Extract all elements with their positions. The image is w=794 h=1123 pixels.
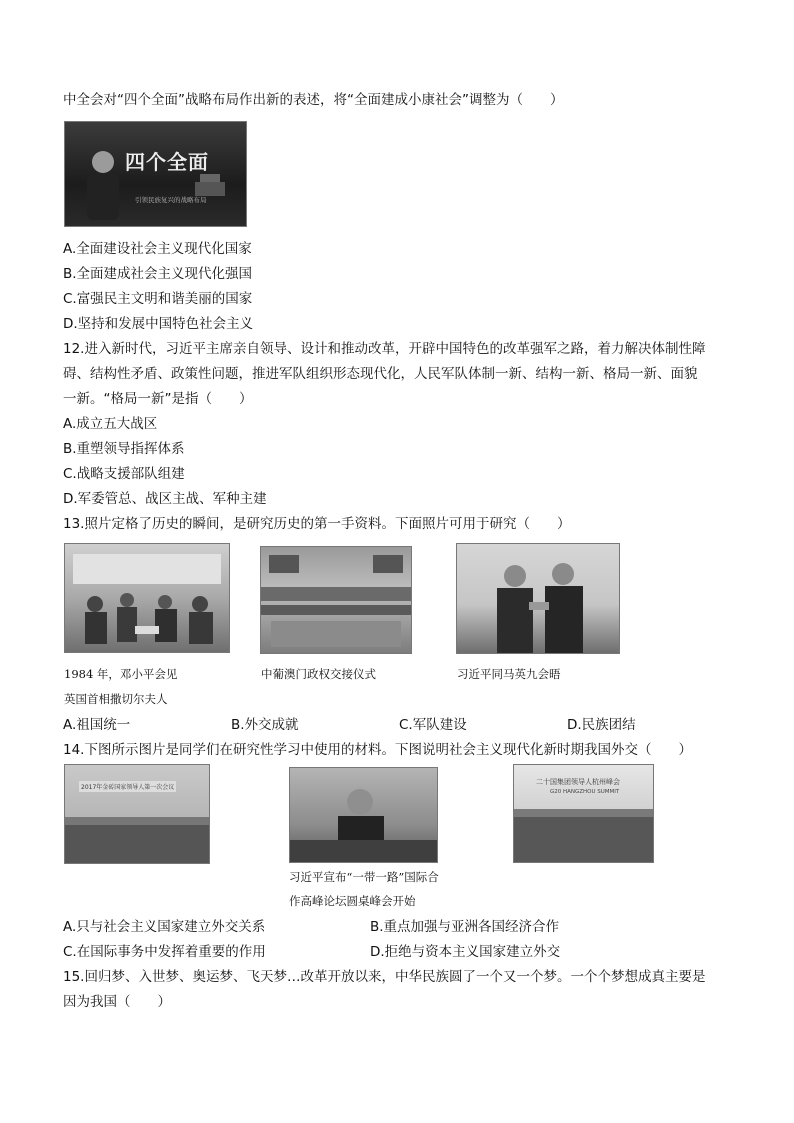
- q13-option-d: D.民族团结: [567, 717, 636, 733]
- option-d: D.坚持和发展中国特色社会主义: [63, 316, 254, 332]
- belt-road-caption-line-2: 作高峰论坛圆桌峰会开始: [289, 894, 416, 908]
- option-c: C.富强民主文明和谐美丽的国家: [63, 291, 253, 307]
- photo1-caption-line-1: 1984 年，邓小平会见: [64, 667, 178, 681]
- macau-handover-photo: [260, 546, 412, 654]
- q14-option-c: C.在国际事务中发挥着重要的作用: [63, 944, 266, 960]
- brics-banner-text: 2017年金砖国家领导人第一次会议: [79, 781, 176, 792]
- photo1-caption-line-2: 英国首相撒切尔夫人: [64, 692, 168, 706]
- q13-option-c: C.军队建设: [399, 717, 467, 733]
- q12-stem-line-1: 12.进入新时代，习近平主席亲自领导、设计和推动改革，开辟中国特色的改革强军之路，着力解决体制性障: [63, 341, 706, 357]
- question-stem-continuation: 中全会对“四个全面”战略布局作出新的表述，将“全面建成小康社会”调整为（ ）: [63, 92, 564, 108]
- deng-thatcher-photo: [64, 543, 230, 653]
- option-a: A.全面建设社会主义现代化国家: [63, 241, 252, 257]
- q12-option-d: D.军委管总、战区主战、军种主建: [63, 491, 267, 507]
- q12-option-c: C.战略支援部队组建: [63, 466, 185, 482]
- q12-option-b: B.重塑领导指挥体系: [63, 441, 185, 457]
- brics-summit-photo: [64, 764, 210, 864]
- q13-option-a: A.祖国统一: [63, 717, 131, 733]
- q15-stem-line-1: 15.回归梦、入世梦、奥运梦、飞天梦…改革开放以来，中华民族圆了一个又一个梦。一个个梦想成真主要是: [63, 969, 706, 985]
- q13-stem: 13.照片定格了历史的瞬间，是研究历史的第一手资料。下面照片可用于研究（ ）: [63, 516, 571, 532]
- xi-ma-meeting-photo: [456, 543, 620, 654]
- q12-stem-line-2: 碍、结构性矛盾、政策性问题，推进军队组织形态现代化，人民军队体制一新、结构一新、格局一新、面貌: [63, 366, 698, 382]
- belt-road-caption-line-1: 习近平宣布“一带一路”国际合: [289, 870, 439, 884]
- q12-stem-line-3: 一新。“格局一新”是指（ ）: [63, 391, 253, 407]
- q13-option-b: B.外交成就: [231, 717, 299, 733]
- q15-stem-line-2: 因为我国（ ）: [63, 994, 171, 1010]
- four-comprehensives-photo: [64, 121, 247, 227]
- photo2-caption: 中葡澳门政权交接仪式: [261, 667, 376, 681]
- g20-banner-subtext: G20 HANGZHOU SUMMIT: [550, 789, 620, 795]
- photo3-caption: 习近平同马英九会晤: [457, 667, 561, 681]
- banner-text: 四个全面: [125, 150, 209, 174]
- g20-banner-text: 二十国集团领导人杭州峰会: [536, 778, 620, 786]
- belt-and-road-forum-photo: [289, 767, 438, 863]
- q14-stem: 14.下图所示图片是同学们在研究性学习中使用的材料。下图说明社会主义现代化新时期我国外交（ ）: [63, 742, 692, 758]
- banner-subtext: 引领民族复兴的战略布局: [135, 196, 207, 204]
- option-b: B.全面建成社会主义现代化强国: [63, 266, 253, 282]
- q14-option-a: A.只与社会主义国家建立外交关系: [63, 919, 266, 935]
- q14-option-d: D.拒绝与资本主义国家建立外交: [370, 944, 561, 960]
- q12-option-a: A.成立五大战区: [63, 416, 158, 432]
- g20-hangzhou-summit-photo: [513, 764, 654, 863]
- q14-option-b: B.重点加强与亚洲各国经济合作: [370, 919, 560, 935]
